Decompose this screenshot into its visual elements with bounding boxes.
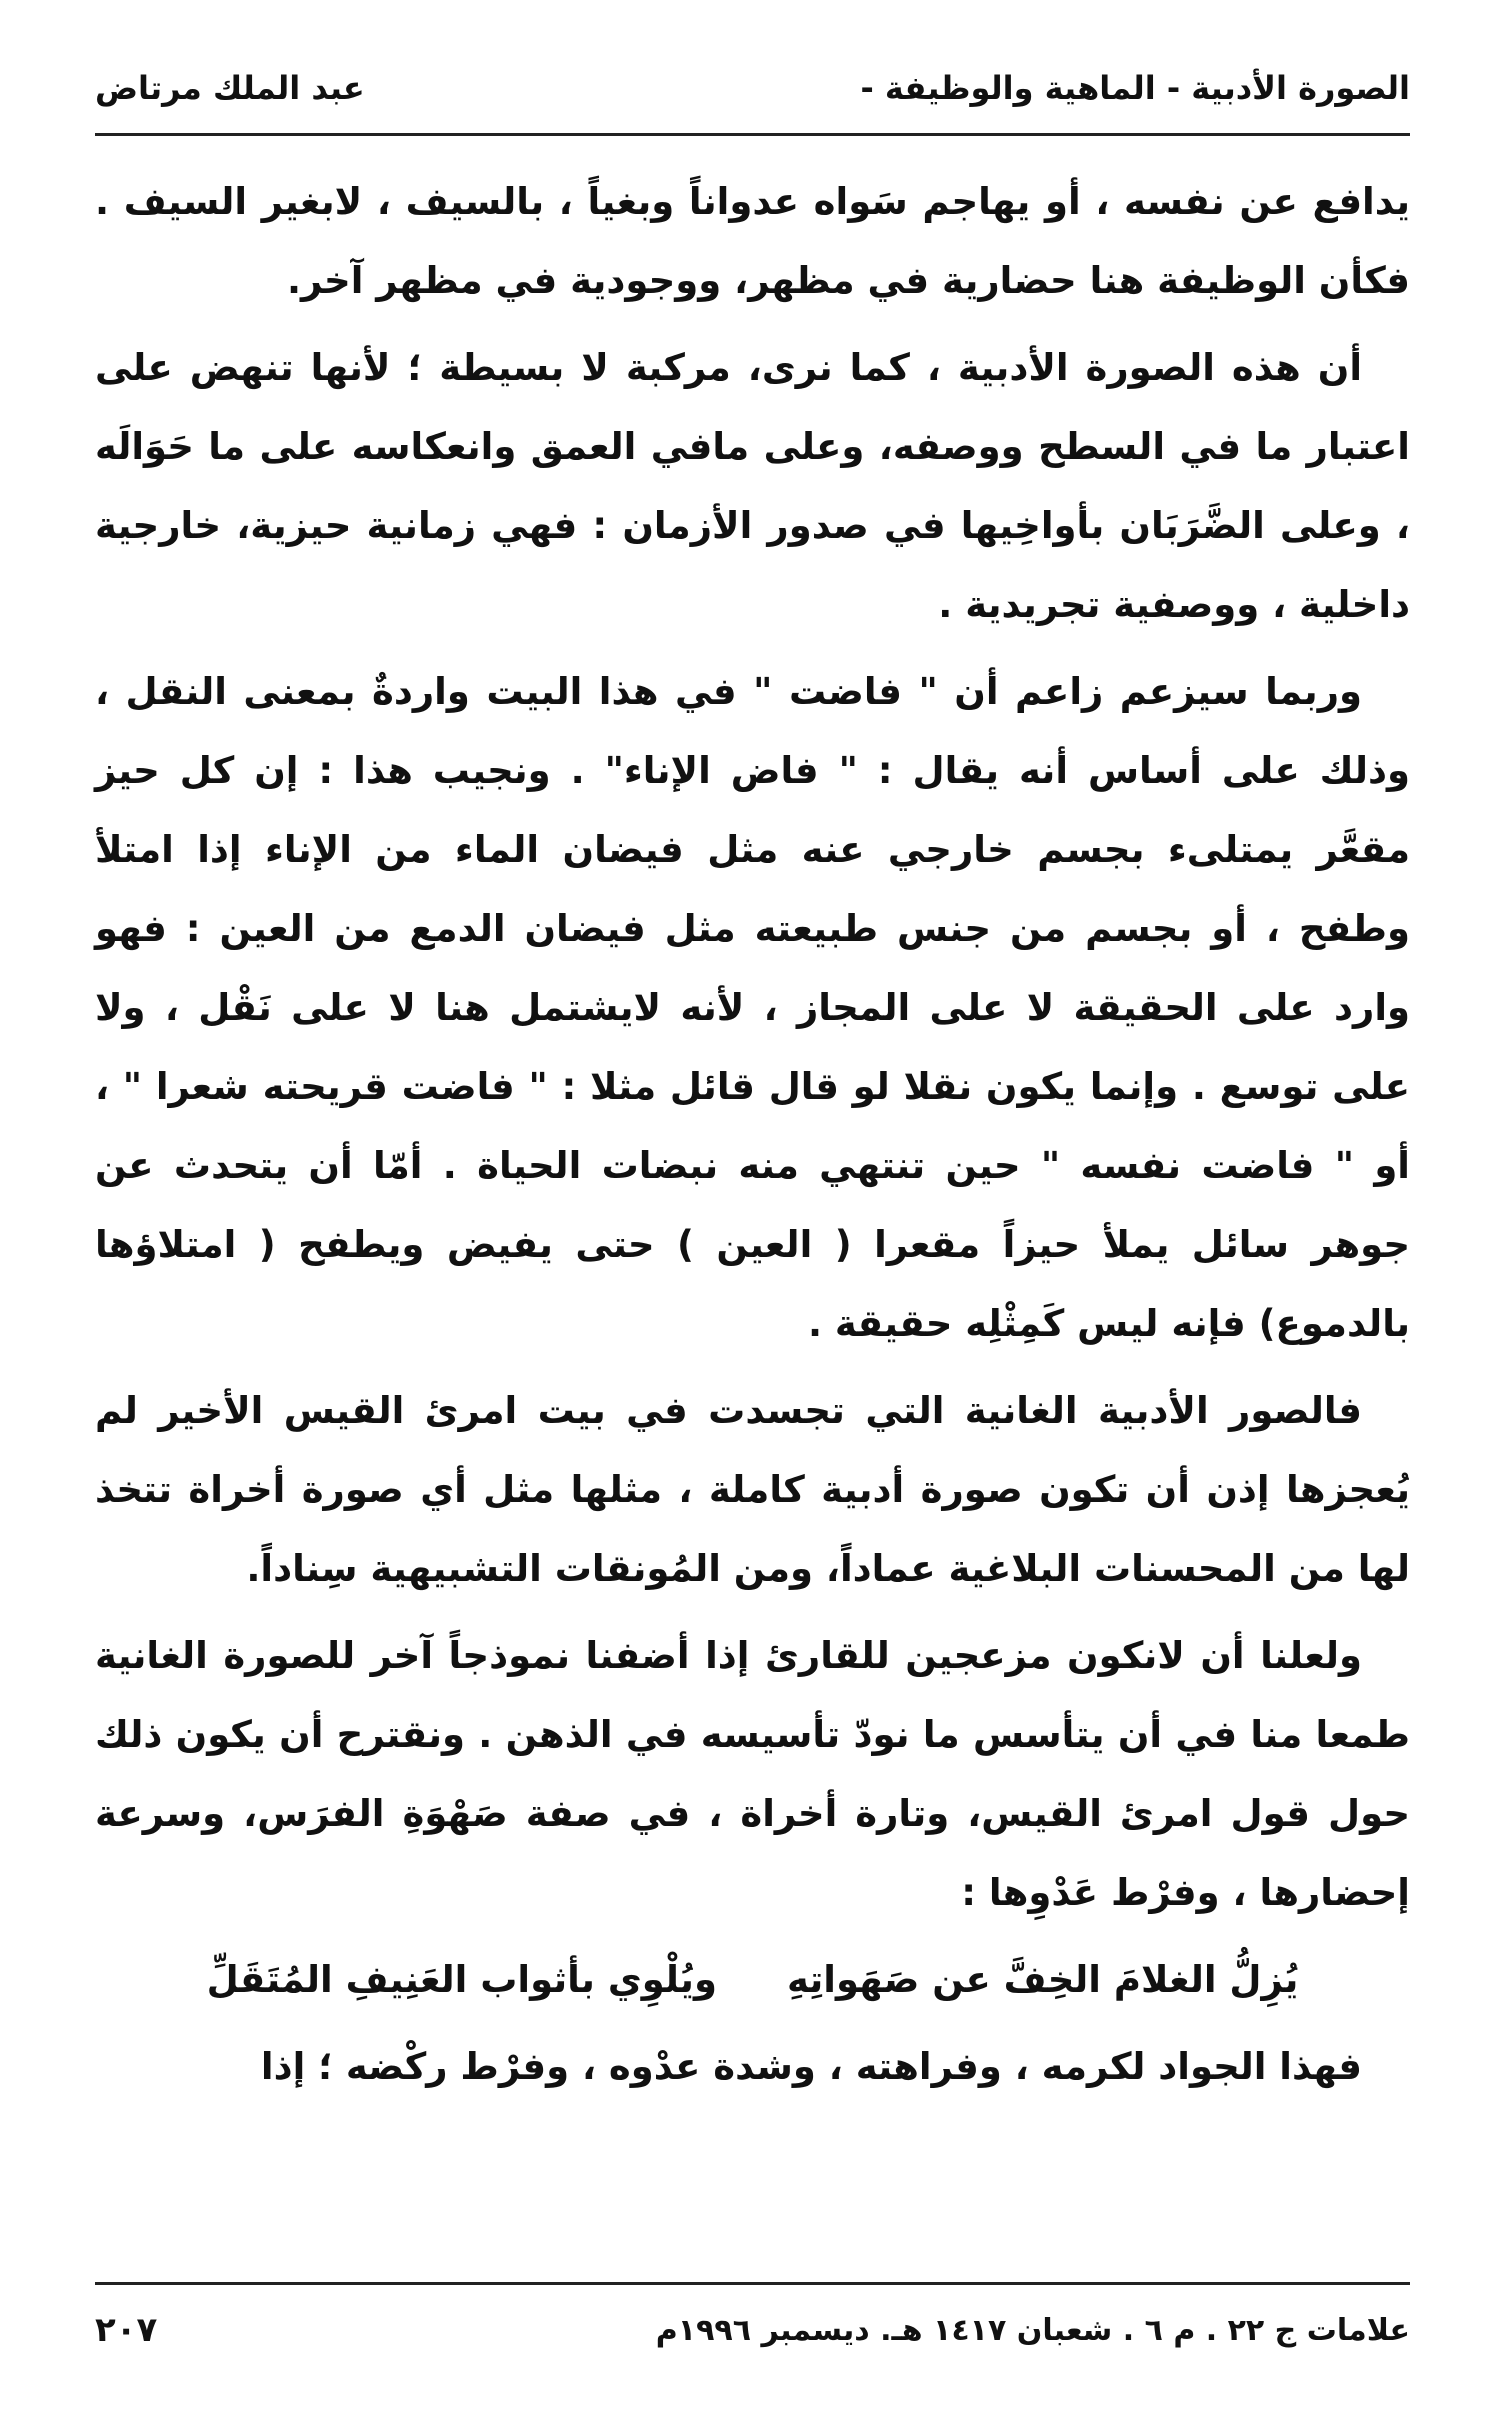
running-head — [95, 48, 1410, 128]
verse-first-hemistich: يُزِلُّ الغلامَ الخِفَّ عن صَهَواتِهِ — [786, 1958, 1299, 2001]
paragraph-3: وربما سيزعم زاعم أن " فاضت " في هذا البيت واردةٌ بمعنى النقل ، وذلك على أساس أنه يقال : " فاض الإناء" . ونجيب هذا : إن كل حيز مقعَّر يمتلىء بجسم خارجي عنه مثل فيضان الماء من الإناء إذا امتلأ وطفح ، أو بجسم من جنس طبيعته مثل فيضان الدمع من العين : فهو وارد على الحقيقة لا على المجاز ، لأنه لايشتمل هنا لا على نَقْل ، ولا على توسع . وإنما يكون نقلا لو قال قائل مثلا : " فاضت قريحته شعرا " ، أو " فاضت نفسه " حين تنتهي منه نبضات الحياة . أمّا أن يتحدث عن جوهر سائل يملأ حيزاً مقعرا ( العين ) حتى يفيض ويطفح ( امتلاؤها بالدموع) فإنه ليس كَمِثْلِه حقيقة . — [95, 670, 1410, 1345]
paragraph-6: فهذا الجواد لكرمه ، وفراهته ، وشدة عدْوه ، وفرْط ركْضه ؛ إذا — [260, 2045, 1362, 2088]
footer-rule — [95, 2282, 1410, 2285]
paragraph-5: ولعلنا أن لانكون مزعجين للقارئ إذا أضفنا نموذجاً آخر للصورة الغانية طمعا منا في أن يتأسس ما نودّ تأسيسه في الذهن . ونقترح أن يكون ذلك حول قول امرئ القيس، وتارة أخراة ، في صفة صَهْوَةِ الفرَس، وسرعة إحضارها ، وفرْط عَدْوِها : — [95, 1634, 1410, 1914]
paragraph-1: يدافع عن نفسه ، أو يهاجم سَواه عدواناً وبغياً ، بالسيف ، لابغير السيف . فكأن الوظيفة هنا حضارية في مظهر، ووجودية في مظهر آخر. — [95, 180, 1410, 302]
poetry-verse — [95, 1940, 1410, 2019]
body-text — [95, 162, 1410, 2114]
verse-second-hemistich: ويُلْوِي بأثواب العَنِيفِ المُتَقَلِّ — [206, 1958, 717, 2001]
page-number: ٢٠٧ — [95, 2310, 158, 2350]
footer-issue-info: علامات ج ٢٢ . م ٦ . شعبان ١٤١٧ هـ. ديسمبر ١٩٩٦م — [655, 2312, 1410, 2348]
paragraph-2: أن هذه الصورة الأدبية ، كما نرى، مركبة لا بسيطة ؛ لأنها تنهض على اعتبار ما في السطح ووصفه، وعلى مافي العمق وانعكاسه على ما حَوَالَه ، وعلى الضَّرَبَان بأواخِيها في صدور الأزمان : فهي زمانية حيزية، خارجية داخلية ، ووصفية تجريدية . — [95, 346, 1410, 626]
header-rule — [95, 133, 1410, 136]
header-title: الصورة الأدبية - الماهية والوظيفة - — [860, 69, 1410, 107]
paragraph-4: فالصور الأدبية الغانية التي تجسدت في بيت امرئ القيس الأخير لم يُعجزها إذن أن تكون صورة أدبية كاملة ، مثلها مثل أي صورة أخراة تتخذ لها من المحسنات البلاغية عماداً، ومن المُونقات التشبيهية سِناداً. — [95, 1389, 1410, 1590]
footer — [95, 2300, 1410, 2360]
header-author: عبد الملك مرتاض — [95, 69, 365, 107]
